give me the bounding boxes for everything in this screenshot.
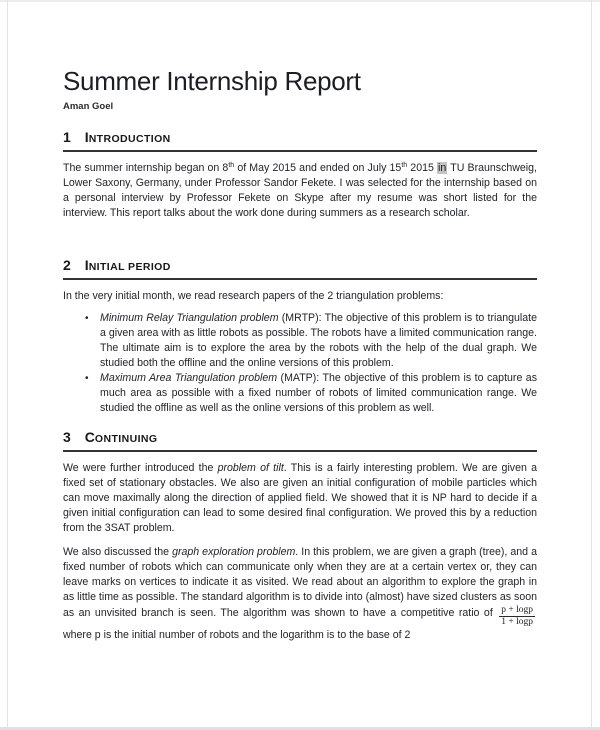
list-item [63,311,537,371]
section-title-initial: C [84,429,95,445]
section-introduction [63,129,537,221]
intro-paragraph [63,161,537,221]
section-title-rest: ONTINUING [94,433,158,445]
section-continuing [63,429,537,643]
continuing-paragraph-1 [63,461,537,536]
text-segment: The summer internship began on 8 [63,162,229,174]
heading-rule [63,450,537,452]
section-heading [63,129,537,147]
bullet-text [100,371,537,416]
italic-term: problem of tilt [217,462,284,474]
text-segment: We also discussed the [63,546,173,558]
section-number: 2 [63,257,71,273]
bullet-icon: • [85,313,89,324]
text-segment: . This is a fairly interesting problem. We are given a fixed set of stationary obstacles. We also are given an initial configuration of mobile particles which can move maximally along the direction of applied field. We showed that it is NP hard to decide if a given initial configuration can lead to some desired final configuration. We proved this by a reduction from the 3SAT problem. [63,462,537,534]
bullet-icon: • [85,373,89,384]
section-number: 3 [63,429,71,445]
italic-term: graph exploration problem [172,546,296,558]
text-segment: TU Braunschweig, Lower Saxony, Germany, under Professor Sandor Fekete. I was selected for the internship based on a personal interview by Professor Fekete on Skype after my resume was short listed for the interview. This report talks about the work done during summers as a research scholar. [63,162,537,219]
italic-term: Maximum Area Triangulation problem [100,372,278,384]
section-heading [63,429,537,447]
fraction-denominator: 1 + logp [501,617,533,627]
text-segment: (MRTP): The objective of this problem is to triangulate a given area with as little robots as possible. The robots have a limited communication range. The ultimate aim is to explore the area by the robots with the help of the dual graph. We studied both the offline and the online versions of this problem. [100,312,537,369]
text-segment: where p is the initial number of robots and the logarithm is to the base of 2 [63,629,411,641]
text-segment: . In this problem, we are given a graph (tree), and a fixed number of robots which can communicate only when they are at a certain vertex or, they can leave marks on vertices to indicate it as visited. We read about an algorithm to explore the graph in as little time as possible. The standard algorithm is to divide into (almost) have sized clusters as soon as an unvisited branch is seen. The algorithm was shown to have a competitive ratio of [63,546,537,619]
highlighted-word: in [438,162,447,174]
text-segment: We were further introduced the [63,462,218,474]
text-segment: of May 2015 and ended on July 15 [234,162,402,174]
heading-rule [63,150,537,152]
text-segment: (MATP): The objective of this problem is to capture as much area as possible with a fixed number of robots of limited communication range. We studied the offline as well as the online versions of this problem as well. [100,372,538,414]
superscript-th: th [401,162,408,169]
section-heading [63,257,537,275]
italic-term: Minimum Relay Triangulation problem [100,312,279,324]
document-content [63,0,537,643]
section-initial-period [63,257,537,416]
list-item [63,371,537,416]
math-fraction [499,605,535,628]
continuing-paragraph-2 [63,545,537,643]
page-edge-right [591,0,592,730]
heading-rule [63,278,537,280]
superscript-th: th [228,162,235,169]
author-name: Aman Goel [63,101,114,112]
section-title-initial: I [84,129,89,145]
bullet-list [63,311,537,416]
bullet-text [100,311,537,371]
page-title: Summer Internship Report [63,66,361,96]
section-title-rest: NITIAL PERIOD [88,261,171,273]
section-title-initial: I [84,257,89,273]
lead-paragraph: In the very initial month, we read research papers of the 2 triangulation problems: [63,290,444,302]
text-segment: 2015 [407,162,438,174]
page-edge-left [7,0,8,730]
section-title-rest: NTRODUCTION [88,133,171,145]
fraction-numerator: p + logp [501,605,533,615]
section-number: 1 [63,129,71,145]
